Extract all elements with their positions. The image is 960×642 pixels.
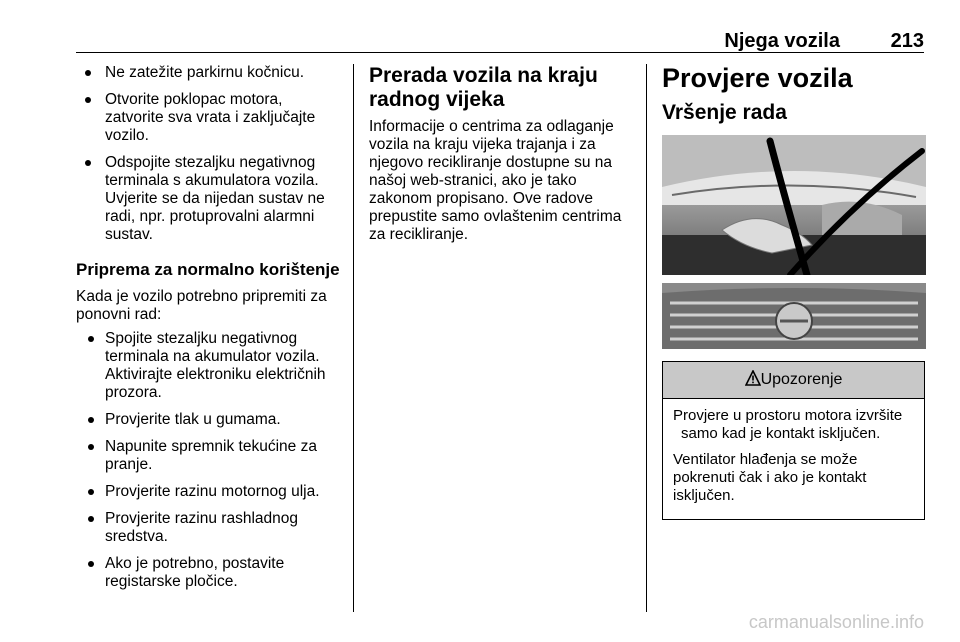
engine-hood-photo (662, 135, 926, 275)
section-title: Njega vozila (724, 30, 840, 52)
list-item: Provjerite razinu motornog ulja. (76, 483, 344, 501)
front-grille-photo (662, 283, 926, 349)
column-divider-2 (646, 64, 647, 612)
bullet-list-storage (76, 64, 344, 244)
page-header (76, 30, 924, 53)
warning-box (662, 361, 925, 520)
column-2 (369, 64, 633, 250)
list-item: Otvorite poklopac motora, zatvorite sva vrata i zaključajte vozilo. (76, 91, 344, 145)
warning-header (663, 362, 924, 399)
column-divider-1 (353, 64, 354, 612)
warning-body (663, 399, 924, 519)
bullet-list-preparation (76, 330, 344, 591)
list-item: Provjerite tlak u gumama. (76, 411, 344, 429)
warning-paragraph: Ventilator hlađenja se može pokrenuti čak i ako je kontakt isključen. (673, 451, 867, 504)
subheading-normal-use: Priprema za normalno korištenje (76, 260, 340, 279)
heading-end-of-life: Prerada vozila na kraju radnog vijeka (369, 64, 598, 111)
list-item: Odspojite stezaljku negativnog terminala s akumulatora vozila. Uvjerite se da nijedan sustav ne radi, npr. protuprovalni alarmni sustav. (76, 154, 344, 244)
column-3 (662, 64, 926, 520)
body-text-end-of-life: Informacije o centrima za odlaganje vozila na kraju vijeka trajanja i za njegovo recikliranje dostupne su na našoj web-stranici, ako je tako zakonom propisano. Ove radove prepustite samo ovlaštenim centrima za recikliranje. (369, 118, 622, 243)
page-number: 213 (890, 30, 924, 52)
warning-title: Upozorenje (760, 371, 843, 388)
list-item: Ne zatežite parkirnu kočnicu. (76, 64, 344, 82)
warning-triangle-icon (745, 370, 761, 386)
subheading-performing-work: Vršenje rada (662, 101, 787, 124)
warning-paragraph: Provjere u prostoru motora izvršite samo kad je kontakt isključen. (673, 407, 903, 442)
list-item: Provjerite razinu rashladnog sredstva. (76, 510, 344, 546)
engine-hood-illustration (662, 135, 926, 275)
column-1 (76, 64, 344, 600)
list-item: Napunite spremnik tekućine za pranje. (76, 438, 344, 474)
heading-vehicle-checks: Provjere vozila (662, 63, 853, 93)
watermark-text: carmanualsonline.info (748, 612, 924, 632)
front-grille-illustration (662, 283, 926, 349)
list-item: Spojite stezaljku negativnog terminala na akumulator vozila. Aktivirajte elektroniku električnih prozora. (76, 330, 344, 402)
intro-text: Kada je vozilo potrebno pripremiti za ponovni rad: (76, 288, 327, 323)
list-item: Ako je potrebno, postavite registarske pločice. (76, 555, 344, 591)
